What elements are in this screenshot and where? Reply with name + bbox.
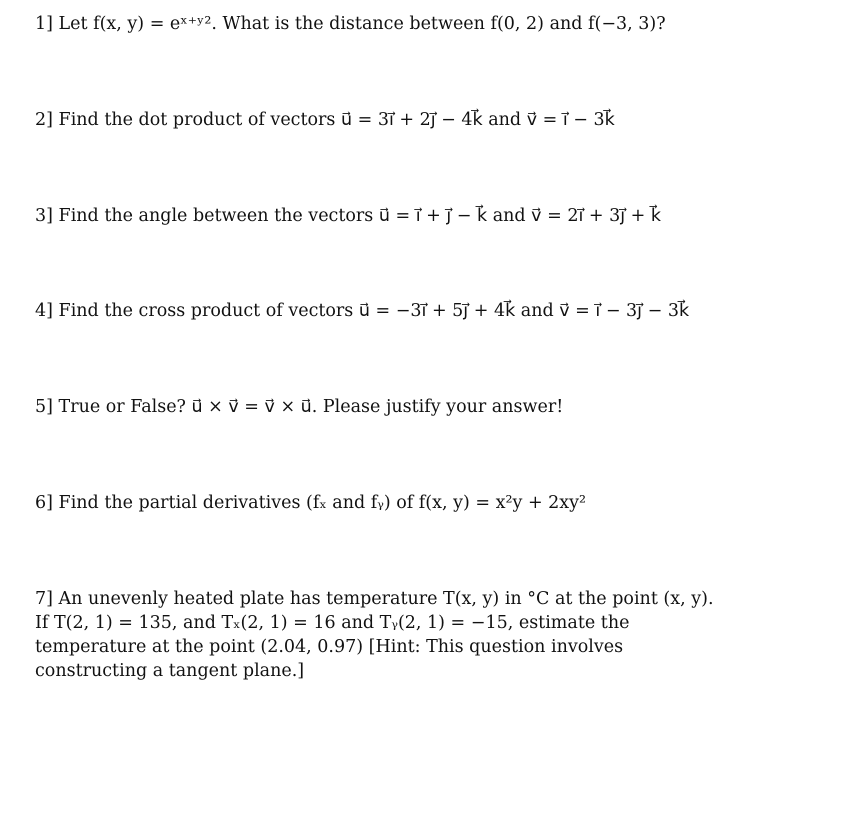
question-2-text: Find the dot product of vectors u⃗ = 3i⃗ + 2j⃗ − 4k⃗ and v⃗ = i⃗ − 3k⃗ bbox=[58, 110, 615, 130]
question-7-line-4: constructing a tangent plane.] bbox=[35, 661, 305, 681]
question-2 bbox=[35, 108, 615, 132]
question-1-text: Let f(x, y) = eˣ⁺ʸ². What is the distance between f(0, 2) and f(−3, 3)? bbox=[58, 14, 666, 34]
question-7 bbox=[35, 587, 714, 683]
question-4-number: 4] bbox=[35, 301, 53, 321]
question-3-number: 3] bbox=[35, 206, 53, 226]
question-6 bbox=[35, 491, 586, 515]
question-7-line-2: If T(2, 1) = 135, and Tₓ(2, 1) = 16 and Tᵧ(2, 1) = −15, estimate the bbox=[35, 613, 630, 633]
question-4-text: Find the cross product of vectors u⃗ = −3i⃗ + 5j⃗ + 4k⃗ and v⃗ = i⃗ − 3j⃗ − 3k⃗ bbox=[58, 301, 690, 321]
question-3-text: Find the angle between the vectors u⃗ = i⃗ + j⃗ − k⃗ and v⃗ = 2i⃗ + 3j⃗ + k⃗ bbox=[58, 206, 662, 226]
question-3 bbox=[35, 204, 661, 228]
question-1-number: 1] bbox=[35, 14, 53, 34]
question-2-number: 2] bbox=[35, 110, 53, 130]
question-5 bbox=[35, 395, 563, 419]
question-7-line-3: temperature at the point (2.04, 0.97) [Hint: This question involves bbox=[35, 637, 624, 657]
question-5-text: True or False? u⃗ × v⃗ = v⃗ × u⃗. Please justify your answer! bbox=[58, 397, 564, 417]
question-7-line-1: 7] An unevenly heated plate has temperature T(x, y) in °C at the point (x, y). bbox=[35, 589, 714, 609]
question-5-number: 5] bbox=[35, 397, 53, 417]
question-6-text: Find the partial derivatives (fₓ and fᵧ) of f(x, y) = x²y + 2xy² bbox=[58, 493, 587, 513]
question-4 bbox=[35, 299, 689, 323]
question-6-number: 6] bbox=[35, 493, 53, 513]
question-7-number: 7] bbox=[35, 589, 53, 609]
question-1 bbox=[35, 12, 666, 36]
